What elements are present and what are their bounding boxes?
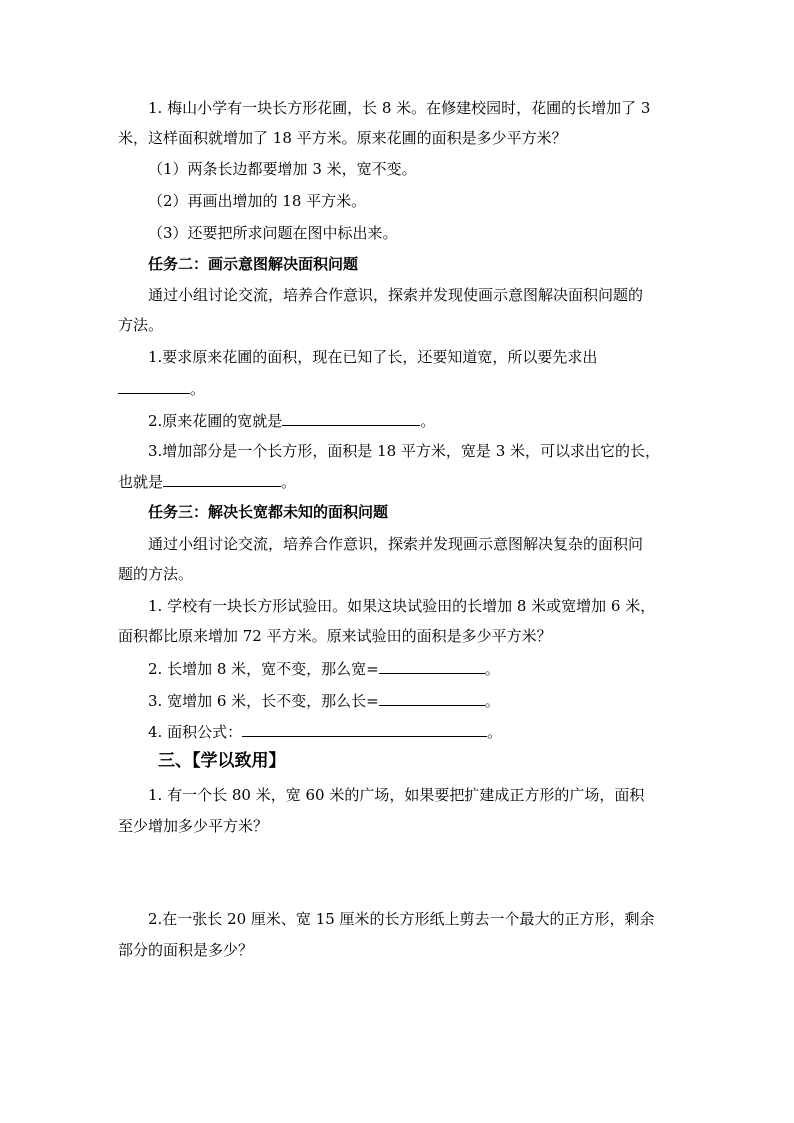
task2-q1-line1: 1.要求原来花圃的面积，现在已知了长，还要知道宽，所以要先求出	[148, 348, 598, 366]
section3-q1-line2: 至少增加多少平方米？	[118, 817, 269, 835]
task2-q3-line2: 也就是 。	[118, 473, 297, 491]
section3-q2-line1: 2.在一张长 20 厘米、宽 15 厘米的长方形纸上剪去一个最大的正方形，剩余	[148, 910, 655, 928]
task2-intro-line1: 通过小组讨论交流，培养合作意识，探索并发现使画示意图解决面积问题的	[148, 286, 644, 304]
task3-q4: 4. 面积公式： 。	[148, 723, 503, 741]
task3-q3: 3. 宽增加 6 米，长不变，那么长= 。	[148, 692, 500, 710]
section3-title: 三、【学以致用】	[158, 751, 286, 771]
problem1-step2: （2）再画出增加的 18 平方米。	[148, 192, 367, 210]
task3-title: 任务三：解决长宽都未知的面积问题	[148, 503, 389, 521]
answer-blank[interactable]	[242, 721, 487, 737]
answer-blank[interactable]	[282, 410, 420, 426]
task2-q1-line2: 。	[118, 378, 678, 399]
task2-q2: 2.原来花圃的宽就是 。	[148, 412, 436, 430]
task2-intro-line2: 方法。	[118, 316, 164, 334]
problem1-step1: （1）两条长边都要增加 3 米，宽不变。	[148, 160, 417, 178]
problem1-step3: （3）还要把所求问题在图中标出来。	[148, 224, 398, 242]
section3-q2-line2: 部分的面积是多少？	[118, 941, 254, 959]
answer-blank[interactable]	[118, 378, 190, 394]
task2-title: 任务二：画示意图解决面积问题	[148, 255, 359, 273]
answer-blank[interactable]	[379, 658, 485, 674]
task3-q1-line1: 1. 学校有一块长方形试验田。如果这块试验田的长增加 8 米或宽增加 6 米，	[148, 597, 656, 615]
section3-q1-line1: 1. 有一个长 80 米，宽 60 米的广场，如果要把扩建成正方形的广场，面积	[148, 786, 645, 804]
problem1-line1: 1. 梅山小学有一块长方形花圃，长 8 米。在修建校园时，花圃的长增加了 3	[148, 99, 651, 117]
answer-blank[interactable]	[379, 690, 485, 706]
task3-q1-line2: 面积都比原来增加 72 平方米。原来试验田的面积是多少平方米？	[118, 627, 552, 645]
task3-q2: 2. 长增加 8 米，宽不变，那么宽= 。	[148, 660, 500, 678]
task2-q3-line1: 3.增加部分是一个长方形，面积是 18 平方米，宽是 3 米，可以求出它的长，	[148, 442, 661, 460]
task3-intro-line2: 题的方法。	[118, 565, 194, 583]
answer-blank[interactable]	[163, 471, 281, 487]
problem1-line2: 米，这样面积就增加了 18 平方米。原来花圃的面积是多少平方米？	[118, 129, 567, 147]
task3-intro-line1: 通过小组讨论交流，培养合作意识，探索并发现画示意图解决复杂的面积问	[148, 535, 644, 553]
